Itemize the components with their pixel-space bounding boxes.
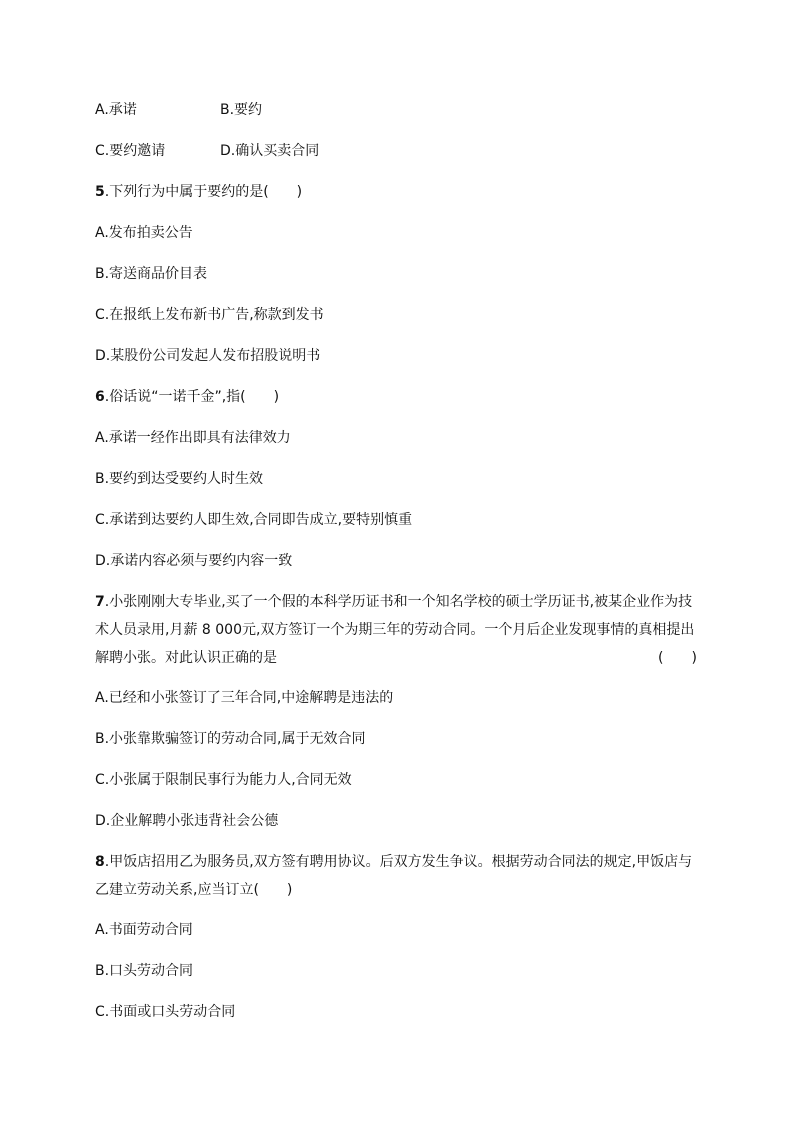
- q6-option-c: C.承诺到达要约人即生效,合同即告成立,要特别慎重: [95, 512, 413, 528]
- q7-number: 7: [95, 594, 105, 610]
- q4-option-d: D.确认买卖合同: [220, 143, 320, 159]
- q8-stem-text-1: .甲饭店招用乙为服务员,双方签有聘用协议。后双方发生争议。根据劳动合同法的规定,甲饭店与: [104, 854, 693, 870]
- q7-option-c: C.小张属于限制民事行为能力人,合同无效: [95, 772, 352, 788]
- q7-option-d: D.企业解聘小张违背社会公德: [95, 813, 279, 829]
- q7-option-b: B.小张靠欺骗签订的劳动合同,属于无效合同: [95, 731, 366, 747]
- q6-option-d: D.承诺内容必须与要约内容一致: [95, 553, 293, 569]
- q8-option-b: B.口头劳动合同: [95, 963, 194, 979]
- q5-option-c: C.在报纸上发布新书广告,称款到发书: [95, 307, 324, 323]
- q5-option-d: D.某股份公司发起人发布招股说明书: [95, 348, 321, 364]
- q5-number: 5: [95, 184, 105, 200]
- q5-option-a: A.发布拍卖公告: [95, 225, 193, 241]
- q8-option-a: A.书面劳动合同: [95, 922, 193, 938]
- q6-stem: [95, 387, 279, 407]
- q8-number: 8: [95, 854, 105, 870]
- q4-option-a: A.承诺: [95, 102, 137, 118]
- q5-stem-text: .下列行为中属于要约的是( ): [104, 184, 303, 200]
- q7-stem-line3: 解聘小张。对此认识正确的是: [95, 650, 277, 666]
- q6-stem-text: .俗话说“一诺千金”,指( ): [104, 389, 280, 405]
- q7-stem-line1: [95, 592, 692, 612]
- q5-option-b: B.寄送商品价目表: [95, 266, 208, 282]
- q6-option-b: B.要约到达受要约人时生效: [95, 471, 264, 487]
- q7-stem-line2: 术人员录用,月薪 8 000元,双方签订一个为期三年的劳动合同。一个月后企业发现事情的真相提出: [95, 622, 695, 638]
- q8-stem-line2: 乙建立劳动关系,应当订立( ): [95, 882, 293, 898]
- q5-stem: [95, 182, 302, 202]
- q7-answer-paren: ( ): [658, 650, 697, 666]
- q8-stem-line1: [95, 852, 692, 872]
- q6-option-a: A.承诺一经作出即具有法律效力: [95, 430, 291, 446]
- q4-option-c: C.要约邀请: [95, 143, 166, 159]
- q6-number: 6: [95, 389, 105, 405]
- q7-option-a: A.已经和小张签订了三年合同,中途解聘是违法的: [95, 690, 394, 706]
- q7-stem-text-1: .小张刚刚大专毕业,买了一个假的本科学历证书和一个知名学校的硕士学历证书,被某企业作为技: [104, 594, 693, 610]
- q4-option-b: B.要约: [220, 102, 263, 118]
- q8-option-c: C.书面或口头劳动合同: [95, 1004, 236, 1020]
